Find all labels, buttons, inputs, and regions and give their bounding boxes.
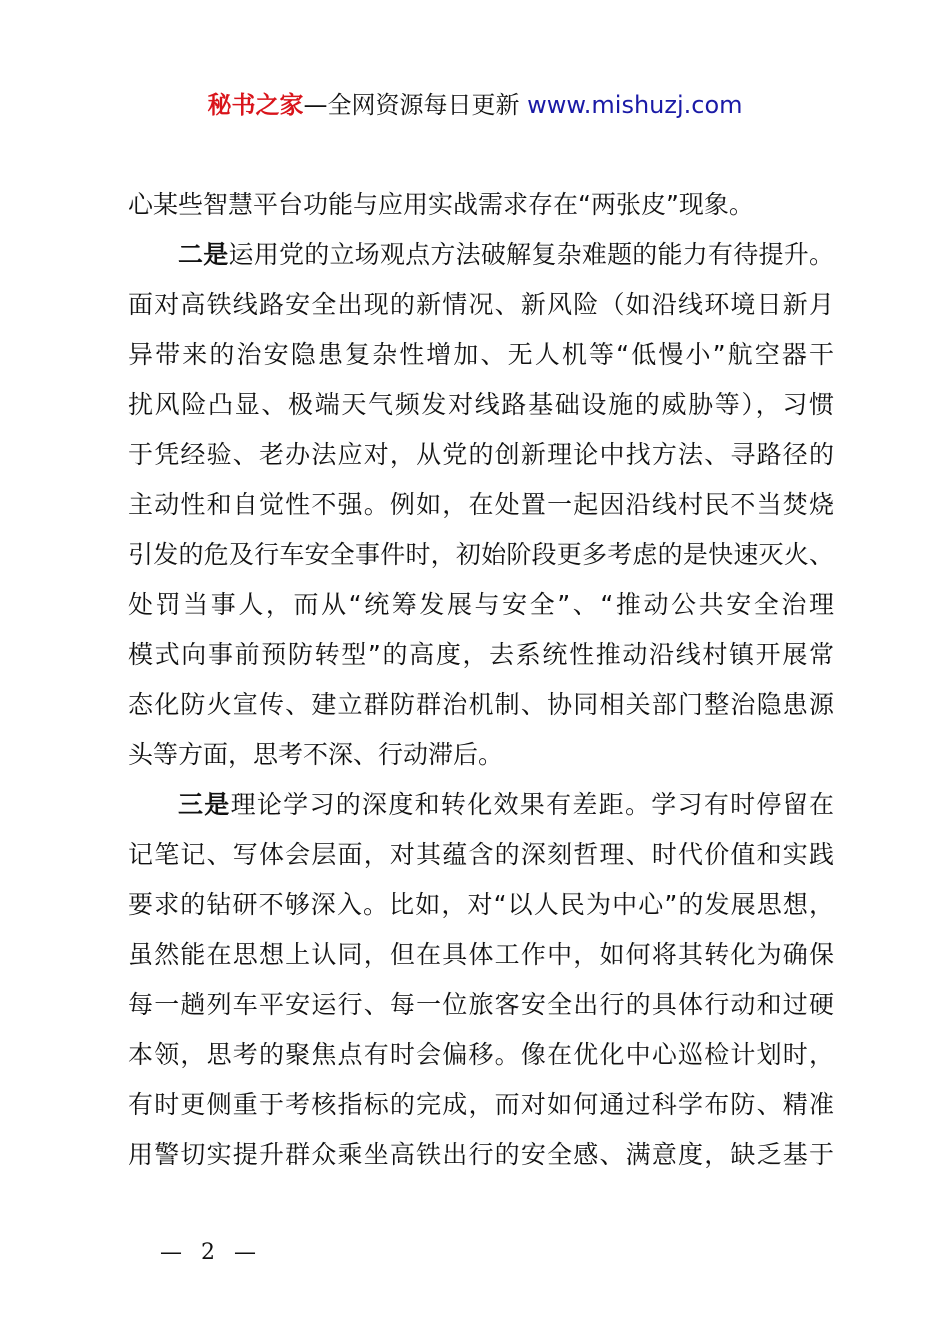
- text-line: 主动性和自觉性不强。例如，在处置一起因沿线村民不当焚烧: [128, 490, 834, 519]
- text-line: 异带来的治安隐患复杂性增加、无人机等“低慢小”航空器干: [128, 340, 834, 369]
- text-line: 模式向事前预防转型”的高度，去系统性推动沿线村镇开展常: [128, 640, 834, 669]
- text-line-content: 理论学习的深度和转化效果有差距。学习有时停留在: [230, 790, 834, 819]
- site-url-link[interactable]: www.mishuzj.com: [527, 91, 743, 119]
- text-line: 虽然能在思想上认同，但在具体工作中，如何将其转化为确保: [128, 940, 834, 969]
- text-line: 要求的钻研不够深入。比如，对“以人民为中心”的发展思想，: [128, 890, 834, 919]
- text-line: 心某些智慧平台功能与应用实战需求存在“两张皮”现象。: [128, 190, 754, 219]
- text-line: 面对高铁线路安全出现的新情况、新风险（如沿线环境日新月: [128, 290, 834, 319]
- text-line: 态化防火宣传、建立群防群治机制、协同相关部门整治隐患源: [128, 690, 834, 719]
- paragraph-point-three: [128, 780, 834, 1180]
- text-line: 引发的危及行车安全事件时，初始阶段更多考虑的是快速灭火、: [128, 540, 834, 569]
- text-line: 每一趟列车平安运行、每一位旅客安全出行的具体行动和过硬: [128, 990, 834, 1019]
- text-line-first: [128, 230, 834, 280]
- paragraph-lead: 二是: [178, 240, 229, 269]
- text-line: 有时更侧重于考核指标的完成，而对如何通过科学布防、精准: [128, 1090, 834, 1119]
- site-tagline: —全网资源每日更新: [303, 91, 520, 119]
- text-line: 头等方面，思考不深、行动滞后。: [128, 740, 504, 769]
- document-body: [128, 180, 834, 1180]
- text-line: 本领，思考的聚焦点有时会偏移。像在优化中心巡检计划时，: [128, 1040, 834, 1069]
- paragraph-continuation: [128, 180, 834, 230]
- text-line: 用警切实提升群众乘坐高铁出行的安全感、满意度，缺乏基于: [128, 1140, 834, 1169]
- text-line-content: 运用党的立场观点方法破解复杂难题的能力有待提升。: [228, 240, 834, 269]
- text-line: 处罚当事人，而从“统筹发展与安全”、“推动公共安全治理: [128, 590, 834, 619]
- text-line: 记笔记、写体会层面，对其蕴含的深刻哲理、时代价值和实践: [128, 840, 834, 869]
- paragraph-point-two: [128, 230, 834, 780]
- text-line: 于凭经验、老办法应对，从党的创新理论中找方法、寻路径的: [128, 440, 834, 469]
- text-line: 扰风险凸显、极端天气频发对线路基础设施的威胁等），习惯: [128, 390, 834, 419]
- paragraph-lead: 三是: [178, 790, 231, 819]
- text-line-first: [128, 780, 834, 830]
- site-brand: 秘书之家: [207, 91, 304, 119]
- site-header: [0, 88, 950, 122]
- page-number: — 2 —: [160, 1240, 262, 1265]
